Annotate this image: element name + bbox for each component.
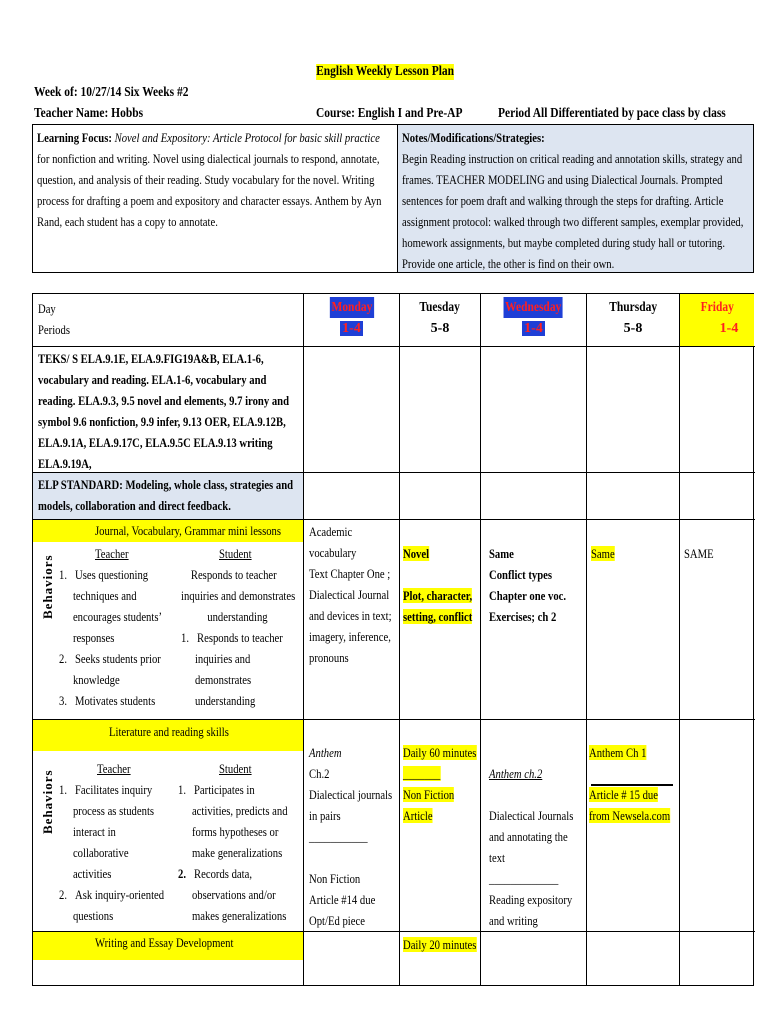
section2-teacher-head: Teacher [97, 761, 131, 776]
behaviors-label-2: Behaviors [40, 769, 55, 834]
thursday-rule [591, 784, 673, 786]
section2-student-head: Student [219, 761, 252, 776]
section1-monday: Academic vocabulary Text Chapter One ; Dialectical Journal and devices in text; imagery, inference, pronouns [309, 524, 392, 665]
notes-line-2: frames. TEACHER MODELING and using Dialectical Journals. Prompted [402, 172, 723, 187]
section2-tuesday: Daily 60 minutes _______ Non Fiction Article [403, 745, 477, 823]
notes-line-3: sentences for poem draft and walking through the steps for drafting. Article [402, 193, 724, 208]
course-line: Course: English I and Pre-AP [316, 106, 463, 121]
teks-cell: TEKS/ S ELA.9.1E, ELA.9.FIG19A&B, ELA.1-6, vocabulary and reading. ELA.1-6, vocabulary and reading. ELA.9.3, 9.5 novel and elements, 9.7 irony and symbol 9.6 nonfiction, 9.9 infer, 9.13 OER, ELA.9.12B, ELA.9.1A, ELA.9.17C, ELA.9.5C ELA.9.13 writing ELA.9.19A, [38, 351, 290, 471]
teacher-line: Teacher Name: Hobbs [34, 106, 144, 121]
section1-friday: SAME [684, 546, 714, 561]
info-box [32, 124, 754, 273]
learning-focus-line-3: question, and analysis of their reading. Study vocabulary for the novel. Writing [37, 172, 375, 187]
section1-teacher-list: 1. Uses questioning techniques and encourages students’ responses 2. Seeks students prior knowledge 3. Motivates students [59, 567, 163, 708]
notes-line-5: homework assignments, but maybe completed during study hall or tutoring. [402, 235, 726, 250]
section1-teacher-head: Teacher [95, 546, 129, 561]
notes-cell [397, 125, 753, 272]
day-header-thursday: Thursday 5-8 [609, 300, 657, 336]
section2-student-list: 1. Participates in activities, predicts and forms hypotheses or make generalizations 2. Records data, observations and/or makes generalizations [178, 782, 288, 923]
section3-label: Writing and Essay Development [95, 935, 234, 950]
section2-thursday: Anthem Ch 1 Article # 15 due from Newsela.com [589, 745, 671, 823]
page-title: English Weekly Lesson Plan [316, 64, 454, 79]
elp-cell: ELP STANDARD: Modeling, whole class, strategies and models, collaboration and direct feedback. [38, 477, 294, 513]
day-header-tuesday: Tuesday 5-8 [419, 300, 461, 336]
learning-focus-line-1: Novel and Expository: Article Protocol for basic skill practice [114, 130, 380, 145]
notes-line-1: Begin Reading instruction on critical reading and annotation skills, strategy and [402, 151, 743, 166]
section1-thursday: Same [591, 546, 615, 561]
learning-focus-line-5: Rand, each student has a copy to annotate. [37, 214, 218, 229]
behaviors-label-1: Behaviors [40, 554, 55, 619]
section1-tuesday: Novel Plot, character, setting, conflict [403, 546, 473, 624]
notes-line-4: assignment protocol: walked through two different samples, exemplar provided, [402, 214, 744, 229]
day-periods-header: Day Periods [38, 301, 70, 337]
day-header-friday: Friday 1-4 [700, 300, 739, 336]
section3-tuesday: Daily 20 minutes [403, 937, 477, 952]
learning-focus-cell [33, 125, 397, 272]
section2-wednesday: Anthem ch.2 Dialectical Journals and annotating the text _____________ Reading expository and writing [489, 766, 574, 928]
day-header-monday: Monday 1-4 [304, 297, 399, 339]
notes-label: Notes/Modifications/Strategies: [402, 130, 545, 145]
section1-student-head: Student [219, 546, 252, 561]
section2-monday: Anthem Ch.2 Dialectical journals in pairs ___________ Non Fiction Article #14 due Opt/Ed piece [309, 745, 393, 928]
week-line: Week of: 10/27/14 Six Weeks #2 [34, 85, 189, 100]
section2-label: Literature and reading skills [109, 724, 229, 739]
learning-focus-label: Learning Focus: [37, 130, 112, 145]
lesson-grid [32, 293, 754, 986]
notes-line-6: Provide one article, the other is find on their own. [402, 256, 615, 271]
section1-label: Journal, Vocabulary, Grammar mini lessons [95, 523, 282, 538]
day-header-wednesday: Wednesday 1-4 [481, 297, 586, 339]
section1-student-list: Responds to teacher inquiries and demonstrates understanding 1. Responds to teacher inquiries and demonstrates understanding [181, 567, 296, 708]
learning-focus-line-2: for nonfiction and writing. Novel using dialectical journals to respond, annotate, [37, 151, 380, 166]
learning-focus-line-4: process for drafting a poem and expository and character essays. Anthem by Ayn [37, 193, 382, 208]
section2-teacher-list: 1. Facilitates inquiry process as students interact in collaborative activities 2. Ask inquiry-oriented questions [59, 782, 165, 923]
section1-wednesday: Same Conflict types Chapter one voc. Exercises; ch 2 [489, 546, 567, 624]
period-line: Period All Differentiated by pace class by class [498, 106, 726, 121]
